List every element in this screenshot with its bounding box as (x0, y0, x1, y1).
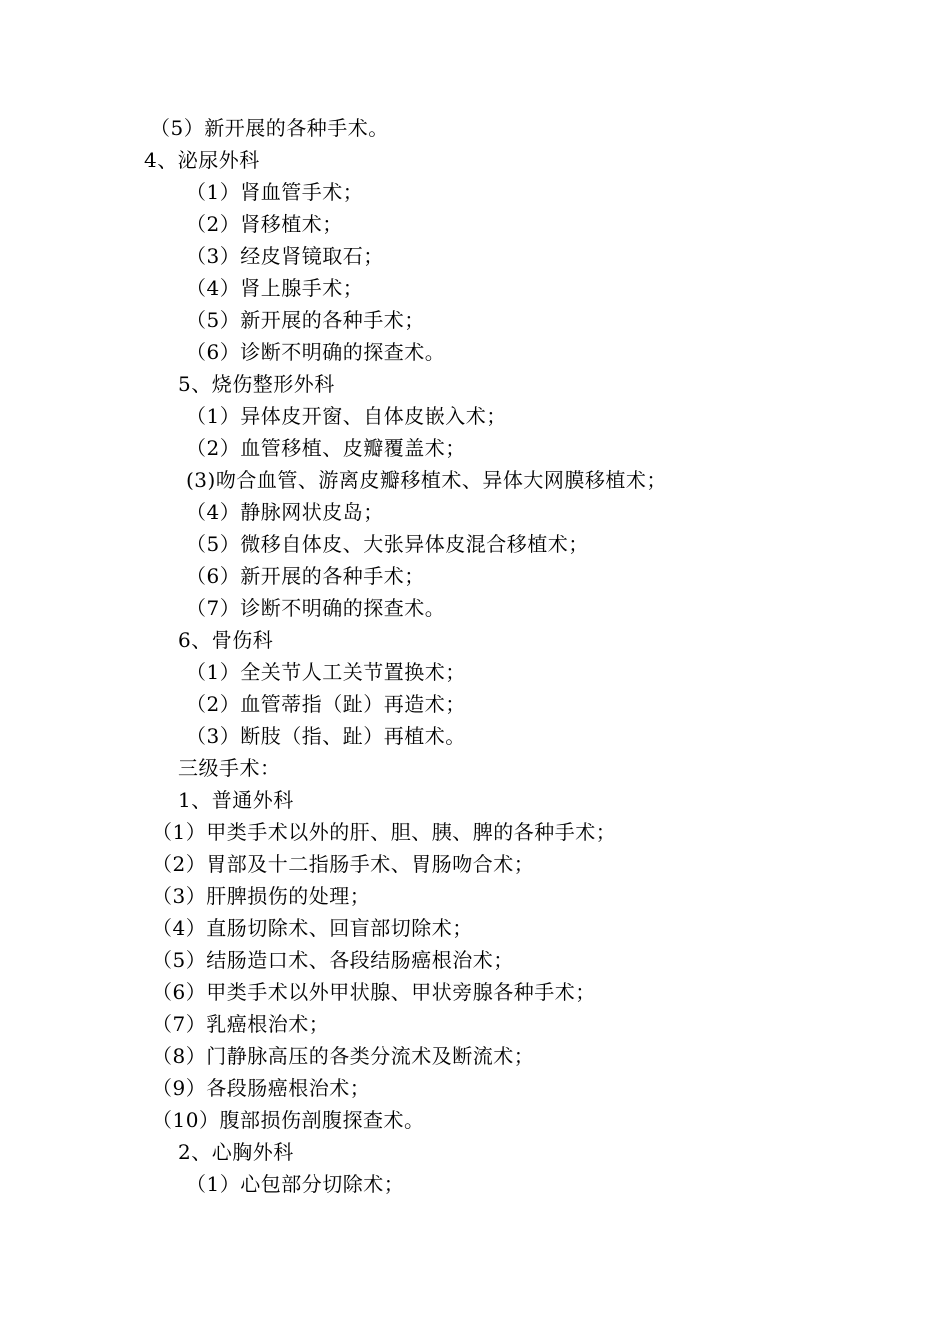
text-line: （7）诊断不明确的探查术。 (186, 596, 446, 620)
text-line: （9）各段肠癌根治术； (152, 1076, 371, 1100)
text-line: （5）微移自体皮、大张异体皮混合移植术； (186, 532, 589, 556)
text-line: 1、普通外科 (178, 788, 294, 812)
text-line: （3）经皮肾镜取石； (186, 244, 384, 268)
text-line: (3)吻合血管、游离皮瓣移植术、异体大网膜移植术； (186, 468, 667, 492)
text-line: （5）新开展的各种手术； (186, 308, 425, 332)
text-line: （2）血管蒂指（趾）再造术； (186, 692, 466, 716)
text-line: 6、骨伤科 (178, 628, 274, 652)
text-line: （4）肾上腺手术； (186, 276, 364, 300)
text-line: （3）肝脾损伤的处理； (152, 884, 371, 908)
text-line: 5、烧伤整形外科 (178, 372, 335, 396)
text-line: （3）断肢（指、趾）再植术。 (186, 724, 466, 748)
text-line: （1）全关节人工关节置换术； (186, 660, 466, 684)
text-line: 三级手术： (178, 756, 281, 780)
text-line: （1）心包部分切除术； (186, 1172, 405, 1196)
text-line: （4）静脉网状皮岛； (186, 500, 384, 524)
document-body (0, 112, 950, 1200)
text-line: （6）甲类手术以外甲状腺、甲状旁腺各种手术； (152, 980, 596, 1004)
text-line: （1）异体皮开窗、自体皮嵌入术； (186, 404, 507, 428)
text-line: （4）直肠切除术、回盲部切除术； (152, 916, 473, 940)
text-line: （6）诊断不明确的探查术。 (186, 340, 446, 364)
text-line: （5）结肠造口术、各段结肠癌根治术； (152, 948, 514, 972)
text-line: （2）血管移植、皮瓣覆盖术； (186, 436, 466, 460)
text-line: （5）新开展的各种手术。 (150, 116, 389, 140)
text-line: 2、心胸外科 (178, 1140, 294, 1164)
text-line: （2）肾移植术； (186, 212, 343, 236)
text-line: （7）乳癌根治术； (152, 1012, 330, 1036)
text-line: （10）腹部损伤剖腹探查术。 (152, 1108, 425, 1132)
text-line: （1）肾血管手术； (186, 180, 364, 204)
text-line: （1）甲类手术以外的肝、胆、胰、脾的各种手术； (152, 820, 617, 844)
text-line: （2）胃部及十二指肠手术、胃肠吻合术； (152, 852, 535, 876)
text-line: 4、泌尿外科 (144, 148, 260, 172)
text-line: （8）门静脉高压的各类分流术及断流术； (152, 1044, 535, 1068)
text-line: （6）新开展的各种手术； (186, 564, 425, 588)
